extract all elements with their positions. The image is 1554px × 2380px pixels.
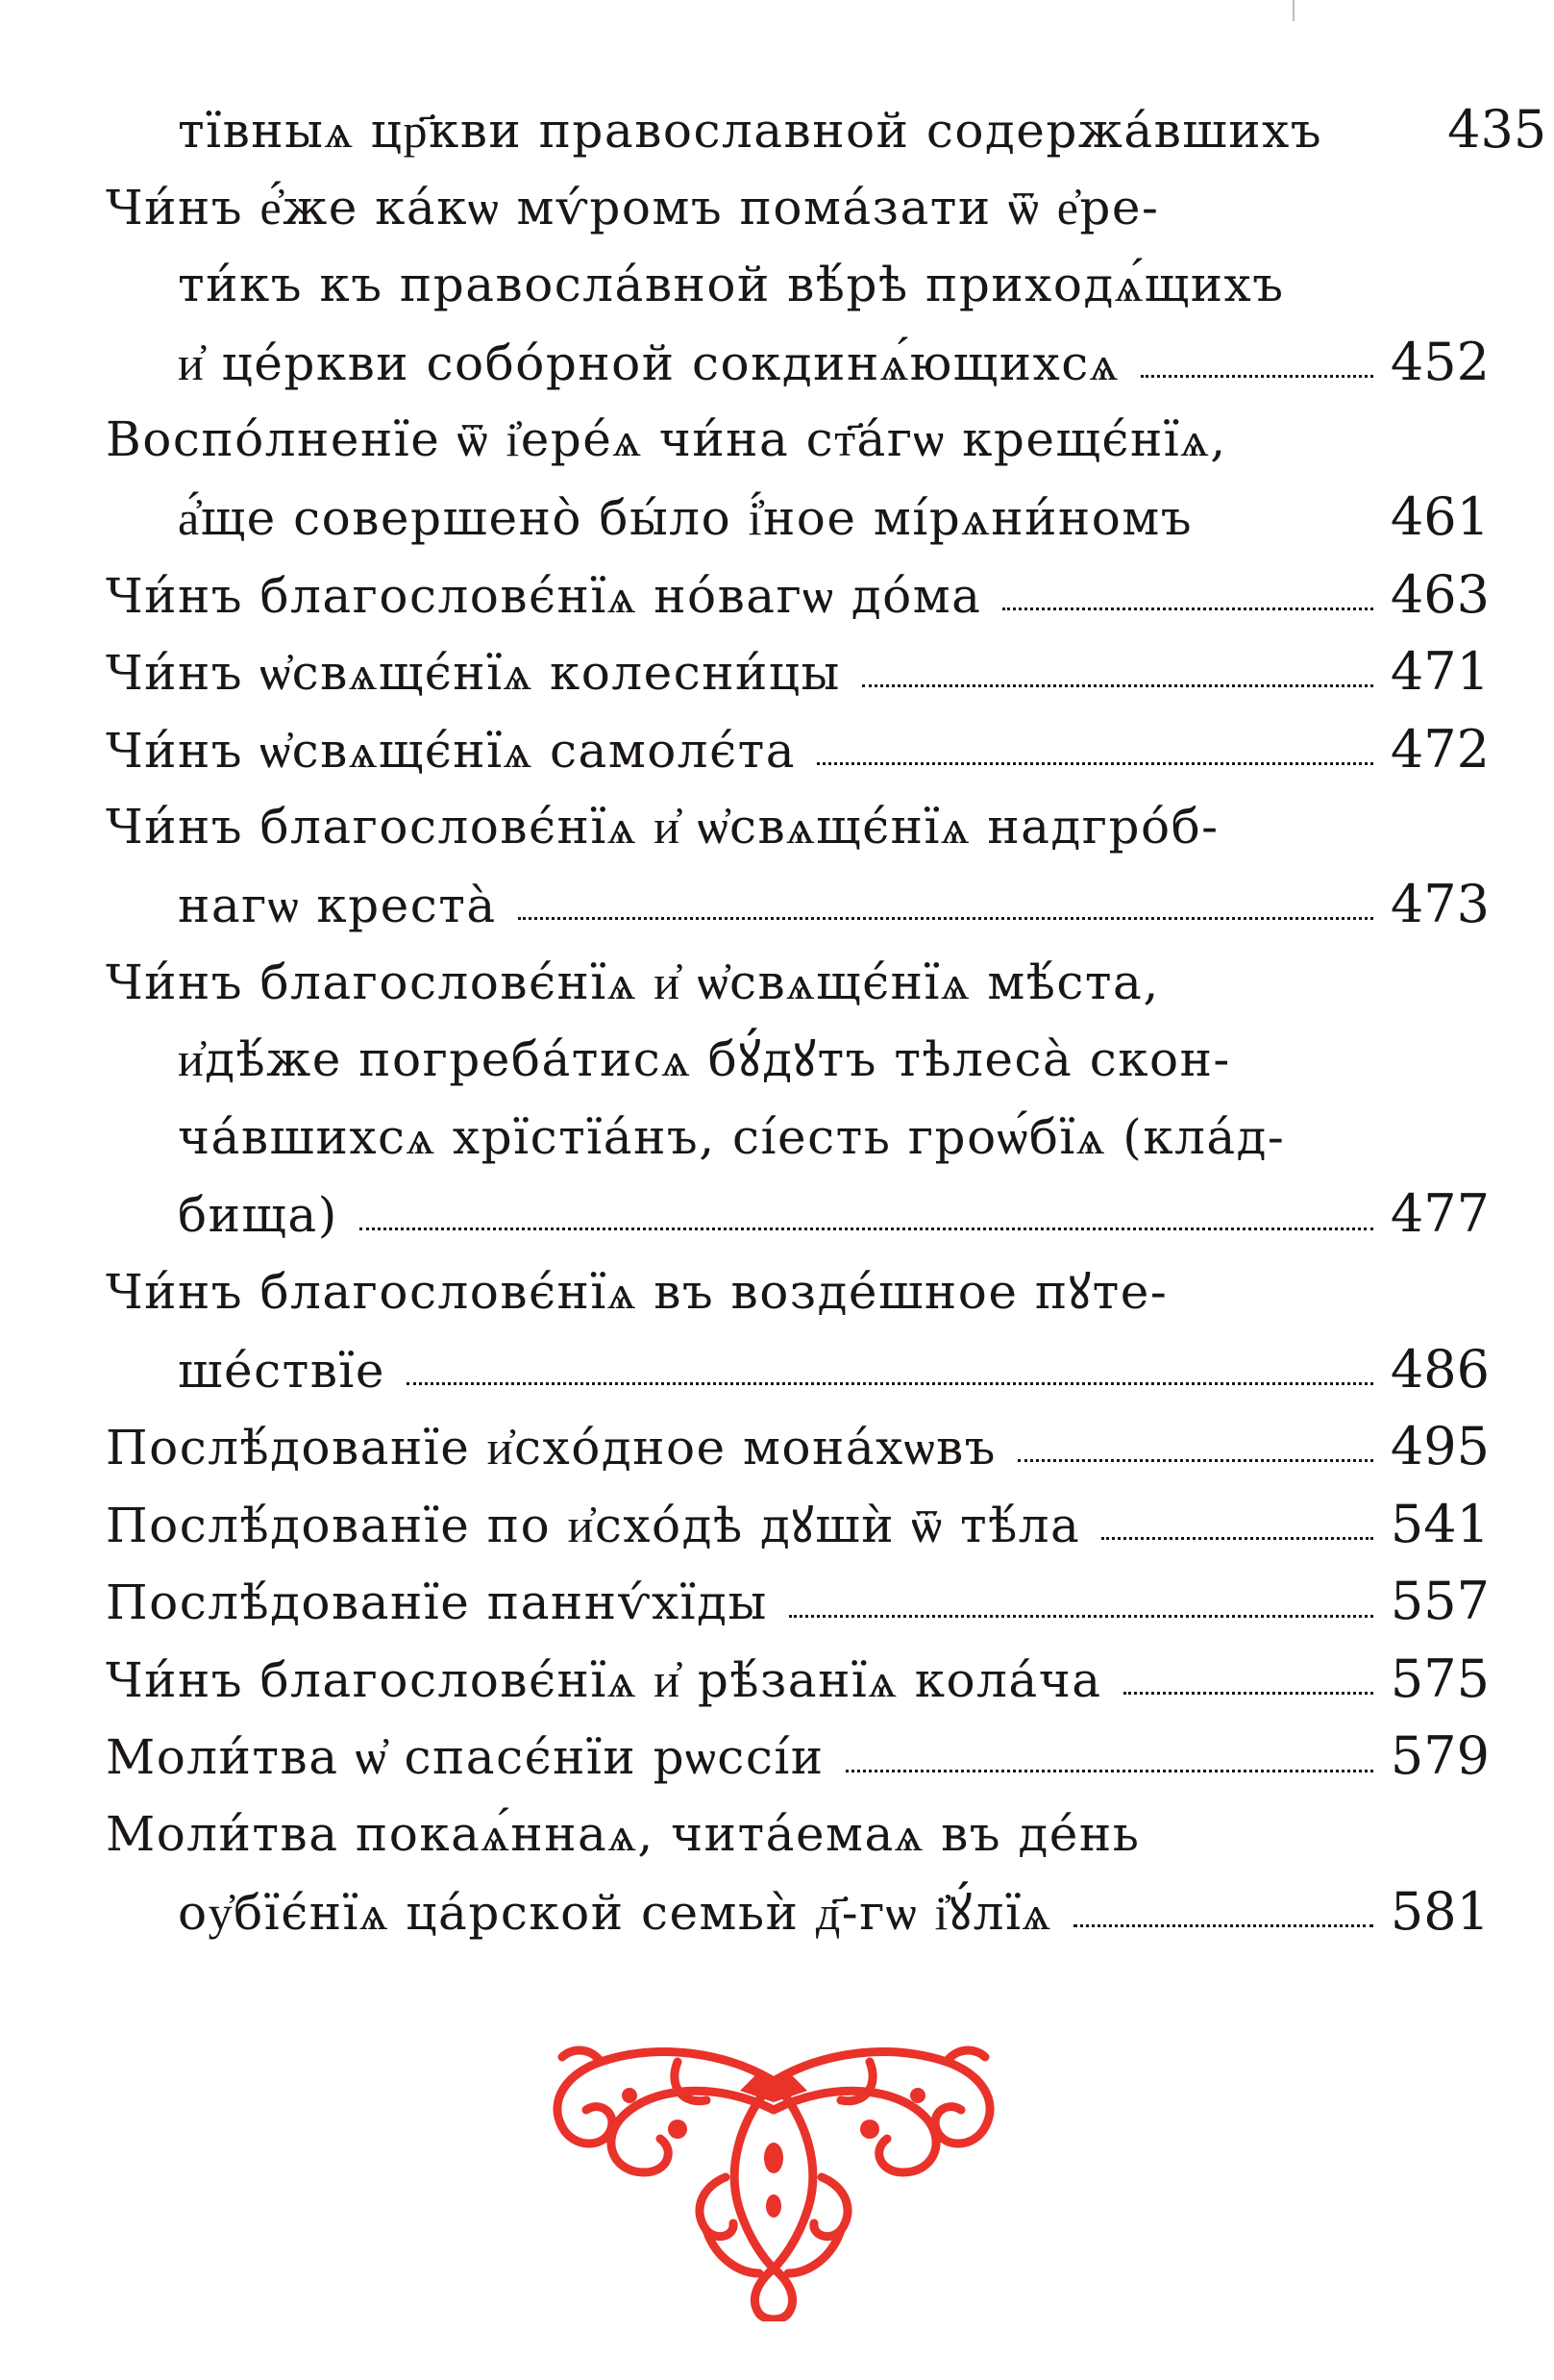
toc-page-number: 477 [1390,1183,1490,1245]
toc-entry [106,1021,1490,1099]
toc-entry-text: Чи́нъ благословє́нїѧ и҆ рѣ́занїѧ кола́ча [106,1651,1102,1708]
toc-page-number: 473 [1390,873,1490,934]
toc-page-number: 471 [1390,641,1490,703]
toc-entry-text: и҆дѣ́же погреба́тисѧ бꙋ́дꙋтъ тѣлеса̀ скон- [178,1031,1231,1088]
dot-leader [518,916,1373,920]
toc-page-number: 557 [1390,1571,1490,1632]
toc-entry [106,1408,1490,1486]
toc-entry-text: Послѣ́дованїе паннѵ́хїды [106,1574,768,1631]
toc-entry [106,1331,1490,1409]
toc-entry [106,1176,1490,1253]
toc-entry [106,324,1490,402]
table-of-contents [106,91,1547,1950]
toc-entry [106,1873,1490,1951]
dot-leader [407,1381,1373,1385]
toc-entry [106,633,1490,711]
dot-leader [862,683,1373,687]
toc-page-number: 541 [1390,1493,1490,1554]
dot-leader [1002,607,1372,610]
toc-page-number: 472 [1390,718,1490,780]
toc-entry-text: Воспо́лненїе ѿ і҆ере́ѧ чи́на ст҃а́гѡ крещє́нїѧ, [106,411,1227,468]
floral-vignette-icon [533,2043,1014,2321]
toc-entry [106,1253,1490,1331]
toc-entry-text: Моли́тва ѡ҆ спасє́нїи рѡссі́и [106,1729,825,1786]
toc-entry-text: Чи́нъ ѡ҆свѧщє́нїѧ колесни́цы [106,645,841,702]
toc-entry [106,91,1547,169]
toc-entry-text: ше́ствїе [178,1342,385,1399]
toc-page-number: 575 [1390,1648,1490,1709]
dot-leader [817,761,1373,765]
dot-leader [1101,1536,1373,1540]
toc-entry-text: оу҆бїє́нїѧ ца́рской семьѝ д҃-гѡ і҆ꙋ́лїѧ [178,1884,1052,1941]
toc-entry-text: Послѣ́дованїе и҆схо́дное мона́хѡвъ [106,1420,997,1476]
toc-entry-text: Чи́нъ благословє́нїѧ въ возде́шное пꙋте- [106,1263,1169,1320]
toc-entry [106,1486,1490,1564]
toc-entry [106,944,1490,1022]
toc-entry [106,1641,1490,1719]
dot-leader [1123,1691,1373,1695]
toc-page-number: 435 [1447,99,1547,160]
toc-entry-text: Моли́тва покаѧ́ннаѧ, чита́емаѧ въ де́нь [106,1806,1141,1863]
toc-entry [106,788,1490,866]
toc-entry [106,557,1490,634]
toc-entry [106,1563,1490,1641]
toc-entry-text: ти́къ къ правосла́вной вѣ́рѣ приходѧ́щихъ [178,257,1285,313]
toc-entry [106,1718,1490,1796]
toc-page-number: 463 [1390,563,1490,625]
toc-entry [106,866,1490,944]
toc-entry [106,169,1490,247]
toc-entry-text: ча́вшихсѧ хрїстїа́нъ, сі́есть гроѡ́бїѧ (кла́д- [178,1108,1286,1165]
toc-entry [106,401,1490,479]
dot-leader [1018,1458,1373,1462]
toc-entry-text: а҆́ще совершено̀ бы́ло і҆́ное мі́рѧни́номъ [178,489,1194,546]
toc-page-number: 461 [1390,485,1490,547]
dot-leader [359,1227,1373,1230]
toc-entry-text: Чи́нъ ѡ҆свѧщє́нїѧ самолє́та [106,722,797,779]
dot-leader [1073,1923,1373,1927]
toc-entry-text: бища) [178,1187,338,1244]
toc-page-number: 581 [1390,1880,1490,1942]
dot-leader [1141,374,1373,378]
toc-entry-text: Чи́нъ е҆́же ка́кѡ мѵ́ромъ пома́зати ѿ е҆ре- [106,179,1160,236]
toc-page-number: 486 [1390,1338,1490,1400]
toc-entry [106,711,1490,789]
toc-entry [106,246,1490,324]
toc-entry-text: Чи́нъ благословє́нїѧ но́вагѡ до́ма [106,567,982,624]
toc-page-number: 452 [1390,331,1490,392]
dot-leader [789,1614,1373,1618]
toc-entry-text: Чи́нъ благословє́нїѧ и҆ ѡ҆свѧщє́нїѧ мѣ́ста, [106,954,1160,1010]
toc-entry-text: Чи́нъ благословє́нїѧ и҆ ѡ҆свѧщє́нїѧ надгро́б- [106,799,1220,855]
toc-entry-text: нагѡ креста̀ [178,877,497,933]
toc-entry-text: и҆ це́ркви собо́рной сокдинѧ́ющихсѧ [178,335,1120,391]
margin-mark [1293,0,1295,21]
toc-entry [106,479,1490,557]
toc-entry [106,1796,1490,1873]
dot-leader [846,1769,1373,1773]
toc-entry [106,1099,1490,1177]
toc-page-number: 495 [1390,1416,1490,1477]
toc-page-number: 579 [1390,1725,1490,1787]
toc-entry-text: тївныѧ цр҃кви православной содержа́вшихъ [178,103,1323,159]
toc-entry-text: Послѣ́дованїе по и҆схо́дѣ дꙋшѝ ѿ тѣ́ла [106,1497,1081,1553]
